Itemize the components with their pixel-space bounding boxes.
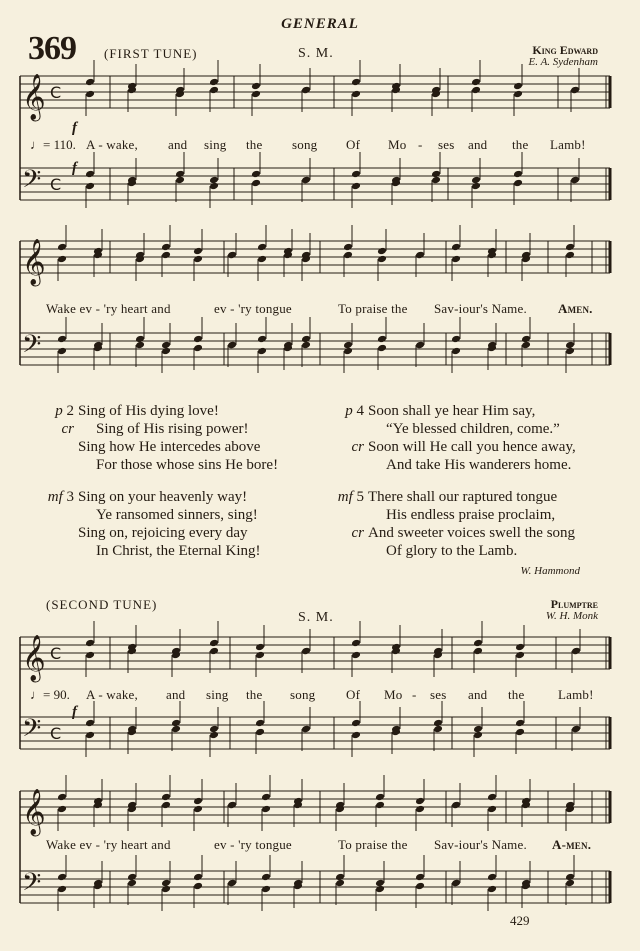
note-head	[57, 255, 67, 264]
first-tune-lyric: and	[168, 137, 188, 152]
verse-line	[30, 438, 278, 456]
verse-line	[30, 402, 278, 420]
note-head	[301, 725, 311, 734]
page-number: 429	[510, 913, 530, 928]
note-head	[565, 347, 575, 356]
verse-line	[320, 506, 576, 524]
verse-dynamic: p	[55, 403, 67, 419]
note-head	[85, 651, 95, 660]
note-head	[193, 335, 203, 344]
note-head	[209, 731, 219, 740]
note-head	[487, 805, 497, 814]
note-head	[261, 885, 271, 894]
note-head	[85, 719, 95, 728]
note-head	[161, 801, 171, 810]
verses-left-column	[30, 402, 278, 560]
first-tune-lyric: ses	[438, 137, 455, 152]
verse-text: “Ye blessed children, come.”	[386, 421, 560, 437]
first-tune-lyric: Lamb!	[550, 137, 586, 152]
note-head	[377, 335, 387, 344]
note-head	[451, 255, 461, 264]
note-head	[473, 731, 483, 740]
note-head	[571, 647, 581, 656]
first-tune-amen: Amen.	[558, 301, 593, 316]
verse-stanza	[30, 488, 278, 560]
note-head	[377, 247, 387, 256]
note-head	[415, 805, 425, 814]
first-tune-lyric: -	[418, 137, 423, 152]
note-head	[521, 341, 531, 350]
note-head	[351, 90, 361, 99]
note-head	[343, 347, 353, 356]
second-tune-lyric: Of	[346, 687, 361, 702]
verse-line	[30, 542, 278, 560]
note-head	[227, 341, 237, 350]
second-tune-lyric: Mo	[384, 687, 403, 702]
verse-number: 2	[66, 403, 74, 419]
note-head	[565, 879, 575, 888]
note-head	[251, 90, 261, 99]
note-head	[175, 176, 185, 185]
first-tune-lyric: and	[468, 137, 488, 152]
note-head	[513, 90, 523, 99]
second-tune-lyric: Wake ev - 'ry heart and	[46, 837, 171, 852]
verse-line	[320, 420, 576, 438]
verse-line	[320, 524, 576, 542]
verse-line	[30, 420, 278, 438]
note-head	[515, 728, 525, 737]
second-tune-lyric: -	[412, 687, 417, 702]
verse-line	[30, 456, 278, 474]
note-head	[301, 86, 311, 95]
note-head	[227, 879, 237, 888]
note-head	[161, 793, 171, 802]
second-tune-lyric: and	[468, 687, 488, 702]
note-head	[135, 341, 145, 350]
note-head	[261, 805, 271, 814]
bass-clef-icon: 𝄢	[22, 165, 42, 200]
note-head	[257, 255, 267, 264]
note-head	[377, 344, 387, 353]
note-head	[85, 90, 95, 99]
note-head	[255, 728, 265, 737]
note-head	[161, 251, 171, 260]
note-head	[375, 801, 385, 810]
verse-dynamic: cr	[351, 525, 364, 541]
note-head	[570, 176, 580, 185]
verse-text: In Christ, the Eternal King!	[96, 543, 261, 559]
note-head	[193, 344, 203, 353]
note-head	[415, 882, 425, 891]
note-head	[351, 651, 361, 660]
note-head	[415, 873, 425, 882]
section-heading: GENERAL	[281, 16, 359, 32]
note-head	[85, 78, 95, 87]
note-head	[209, 182, 219, 191]
second-tune-lyric: Lamb!	[558, 687, 594, 702]
quarter-note-icon: ♩	[30, 687, 43, 702]
verse-line	[320, 456, 576, 474]
second-tune-lyric: To praise the	[338, 837, 408, 852]
note-head	[471, 78, 481, 87]
note-head	[351, 719, 361, 728]
common-time-icon: C	[50, 83, 62, 102]
verse-line	[30, 506, 278, 524]
note-head	[451, 335, 461, 344]
verse-text: Sing how He intercedes above	[78, 439, 261, 455]
second-tune-name: Plumptre	[550, 597, 598, 611]
verse-text: Sing on, rejoicing every day	[78, 525, 248, 541]
note-head	[515, 719, 525, 728]
note-head	[255, 719, 265, 728]
note-head	[451, 347, 461, 356]
first-tune-lyric: the	[246, 137, 263, 152]
first-tune-lyric: sing	[204, 137, 227, 152]
verse-number: 4	[356, 403, 364, 419]
note-head	[487, 793, 497, 802]
note-head	[301, 341, 311, 350]
common-time-icon: C	[50, 175, 62, 194]
note-head	[487, 885, 497, 894]
note-head	[85, 170, 95, 179]
verse-text: For those whose sins He bore!	[96, 457, 279, 473]
verse-text: And sweeter voices swell the song	[368, 525, 576, 541]
note-head	[375, 793, 385, 802]
verse-text: Sing on your heavenly way!	[78, 489, 248, 505]
verse-text: Soon shall ye hear Him say,	[368, 403, 536, 419]
note-head	[193, 873, 203, 882]
second-tune-label: (SECOND TUNE)	[46, 597, 158, 612]
note-head	[227, 251, 237, 260]
verse-text: Ye ransomed sinners, sing!	[96, 507, 258, 523]
first-tune-composer: E. A. Sydenham	[528, 56, 598, 68]
note-head	[471, 182, 481, 191]
verse-dynamic: mf	[47, 489, 67, 505]
bass-clef-icon: 𝄢	[22, 330, 42, 365]
note-head	[85, 731, 95, 740]
note-head	[487, 873, 497, 882]
note-head	[57, 347, 67, 356]
note-head	[471, 86, 481, 95]
first-tune-lyric: song	[292, 137, 318, 152]
second-tune-amen: A-men.	[552, 837, 592, 852]
quarter-note-icon: ♩	[30, 137, 43, 152]
verse-line	[320, 488, 576, 506]
verse-dynamic: cr	[61, 421, 74, 437]
note-head	[209, 647, 219, 656]
note-head	[57, 873, 67, 882]
note-head	[261, 873, 271, 882]
note-head	[127, 879, 137, 888]
verse-stanza	[30, 402, 278, 474]
note-head	[431, 176, 441, 185]
second-tune-lyric: and	[166, 687, 186, 702]
second-tune-composer: W. H. Monk	[545, 610, 598, 622]
note-head	[343, 251, 353, 260]
treble-clef-icon: 𝄞	[22, 635, 46, 681]
verse-text: His endless praise proclaim,	[386, 507, 556, 523]
verse-number: 3	[66, 489, 74, 505]
verse-dynamic: p	[345, 403, 357, 419]
note-head	[375, 885, 385, 894]
note-head	[57, 335, 67, 344]
note-head	[565, 243, 575, 252]
note-head	[377, 255, 387, 264]
note-head	[473, 647, 483, 656]
note-head	[415, 797, 425, 806]
note-head	[515, 643, 525, 652]
note-head	[335, 879, 345, 888]
verse-text: And take His wanderers home.	[386, 457, 572, 473]
note-head	[57, 243, 67, 252]
note-head	[251, 82, 261, 91]
note-head	[57, 885, 67, 894]
note-head	[193, 882, 203, 891]
note-head	[227, 801, 237, 810]
first-tune-dynamic-bass: f	[72, 160, 77, 176]
first-tune-lyric: the	[512, 137, 529, 152]
verse-number: 5	[356, 489, 364, 505]
verses-right-column	[320, 402, 576, 560]
common-time-icon: C	[50, 644, 62, 663]
bass-clef-icon: 𝄢	[22, 714, 42, 749]
note-head	[570, 86, 580, 95]
verse-text: Sing of His dying love!	[78, 403, 219, 419]
note-head	[451, 879, 461, 888]
verse-stanza	[320, 402, 576, 474]
verse-dynamic: cr	[351, 439, 364, 455]
first-tune-name: King Edward	[532, 43, 598, 57]
note-head	[257, 335, 267, 344]
first-tune-label: (FIRST TUNE)	[104, 46, 198, 61]
verse-text: Of glory to the Lamb.	[386, 543, 518, 559]
hymn-number: 369	[28, 30, 76, 67]
note-head	[251, 179, 261, 188]
note-head	[301, 176, 311, 185]
bass-clef-icon: 𝄢	[22, 868, 42, 903]
note-head	[251, 170, 261, 179]
first-tune-lyric: A - wake,	[86, 137, 138, 152]
note-head	[433, 725, 443, 734]
first-tune-tempo: ♩= 110.	[30, 137, 76, 152]
note-head	[513, 179, 523, 188]
verse-text: There shall our raptured tongue	[368, 489, 558, 505]
verse-line	[320, 438, 576, 456]
second-tune-tempo: ♩= 90.	[30, 687, 70, 702]
treble-clef-icon: 𝄞	[22, 239, 46, 285]
note-head	[209, 86, 219, 95]
first-tune-lyric: ev - 'ry tongue	[214, 301, 292, 316]
first-tune-lyric: Mo	[388, 137, 407, 152]
note-head	[473, 639, 483, 648]
second-tune-lyric: the	[508, 687, 525, 702]
second-tune-meter: S. M.	[298, 610, 334, 625]
note-head	[515, 651, 525, 660]
note-head	[571, 725, 581, 734]
note-head	[415, 251, 425, 260]
verse-stanza	[320, 488, 576, 560]
verse-line	[320, 402, 576, 420]
note-head	[193, 805, 203, 814]
note-head	[193, 797, 203, 806]
note-head	[513, 82, 523, 91]
note-head	[209, 639, 219, 648]
second-tune-lyric: song	[290, 687, 316, 702]
note-head	[343, 243, 353, 252]
note-head	[57, 805, 67, 814]
note-head	[451, 801, 461, 810]
second-tune-lyric: the	[246, 687, 263, 702]
first-tune-dynamic-treble: f	[72, 120, 77, 136]
note-head	[351, 78, 361, 87]
note-head	[351, 170, 361, 179]
first-tune-lyric: Wake ev - 'ry heart and	[46, 301, 171, 316]
note-head	[161, 243, 171, 252]
note-head	[351, 639, 361, 648]
verse-text: Soon will He call you hence away,	[368, 439, 576, 455]
note-head	[255, 651, 265, 660]
first-tune-meter: S. M.	[298, 46, 334, 61]
treble-clef-icon: 𝄞	[22, 74, 46, 120]
note-head	[85, 182, 95, 191]
note-head	[513, 170, 523, 179]
verse-line	[30, 524, 278, 542]
treble-clef-icon: 𝄞	[22, 789, 46, 835]
second-tune-lyric: A - wake,	[86, 687, 138, 702]
note-head	[257, 347, 267, 356]
verse-line	[30, 488, 278, 506]
note-head	[255, 643, 265, 652]
note-head	[351, 182, 361, 191]
first-tune-lyric: Sav-iour's Name.	[434, 301, 527, 316]
note-head	[257, 243, 267, 252]
second-tune-lyric: ev - 'ry tongue	[214, 837, 292, 852]
hymn-attribution: W. Hammond	[520, 565, 580, 577]
second-tune-lyric: Sav-iour's Name.	[434, 837, 527, 852]
note-head	[261, 793, 271, 802]
first-tune-lyric: Of	[346, 137, 361, 152]
note-head	[161, 347, 171, 356]
note-head	[415, 341, 425, 350]
note-head	[193, 255, 203, 264]
verse-line	[320, 542, 576, 560]
second-tune-dynamic: f	[72, 704, 77, 720]
note-head	[161, 885, 171, 894]
note-head	[193, 247, 203, 256]
first-tune-lyric: To praise the	[338, 301, 408, 316]
note-head	[565, 251, 575, 260]
verse-text: Sing of His rising power!	[96, 421, 249, 437]
verse-dynamic: mf	[337, 489, 357, 505]
note-head	[171, 725, 181, 734]
second-tune-lyric: sing	[206, 687, 229, 702]
second-tune-lyric: ses	[430, 687, 447, 702]
note-head	[351, 731, 361, 740]
note-head	[85, 639, 95, 648]
note-head	[451, 243, 461, 252]
note-head	[301, 647, 311, 656]
note-head	[57, 793, 67, 802]
common-time-icon: C	[50, 724, 62, 743]
note-head	[209, 78, 219, 87]
